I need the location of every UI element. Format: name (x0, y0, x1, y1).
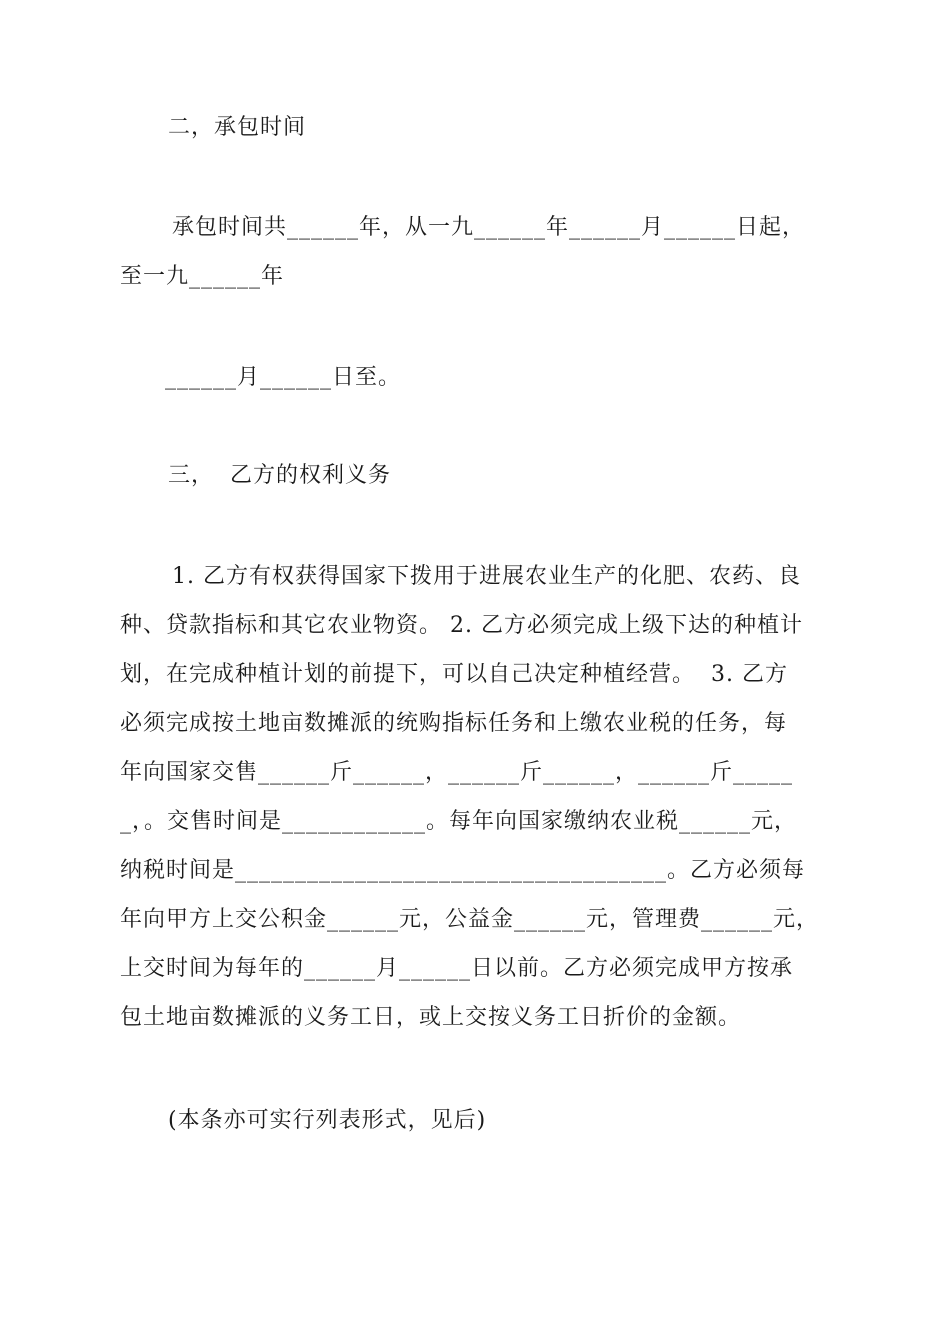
paragraph-line: 包土地亩数摊派的义务工日，或上交按义务工日折价的金额。 (120, 1005, 742, 1030)
note-text: (本条亦可实行列表形式，见后) (168, 1108, 487, 1133)
paragraph-line: 划，在完成种植计划的前提下，可以自己决定种植经营。 3. 乙方 (120, 662, 788, 687)
paragraph-line: _，。交售时间是____________。每年向国家缴纳农业税______元， (120, 809, 798, 834)
paragraph-line: 纳税时间是____________________________________。乙方必须每 (120, 858, 806, 883)
contract-term-line-3: ______月______日至。 (165, 365, 402, 390)
paragraph-line: 种、贷款指标和其它农业物资。 2. 乙方必须完成上级下达的种植计 (120, 613, 803, 638)
paragraph-line: 1. 乙方有权获得国家下拨用于进展农业生产的化肥、农药、良 (172, 564, 801, 589)
section-3-heading: 三， 乙方的权利义务 (168, 463, 391, 488)
paragraph-line: 年向国家交售______斤______，______斤______，______斤_____ (120, 760, 794, 785)
paragraph-line: 上交时间为每年的______月______日以前。乙方必须完成甲方按承 (120, 956, 794, 981)
paragraph-line: 必须完成按土地亩数摊派的统购指标任务和上缴农业税的任务，每 (120, 711, 788, 736)
section-2-heading: 二，承包时间 (168, 115, 307, 140)
paragraph-line: 年向甲方上交公积金______元，公益金______元，管理费______元， (120, 907, 820, 932)
contract-term-line-1: 承包时间共______年，从一九______年______月______日起， (172, 215, 806, 240)
contract-term-line-2: 至一九______年 (120, 264, 285, 289)
